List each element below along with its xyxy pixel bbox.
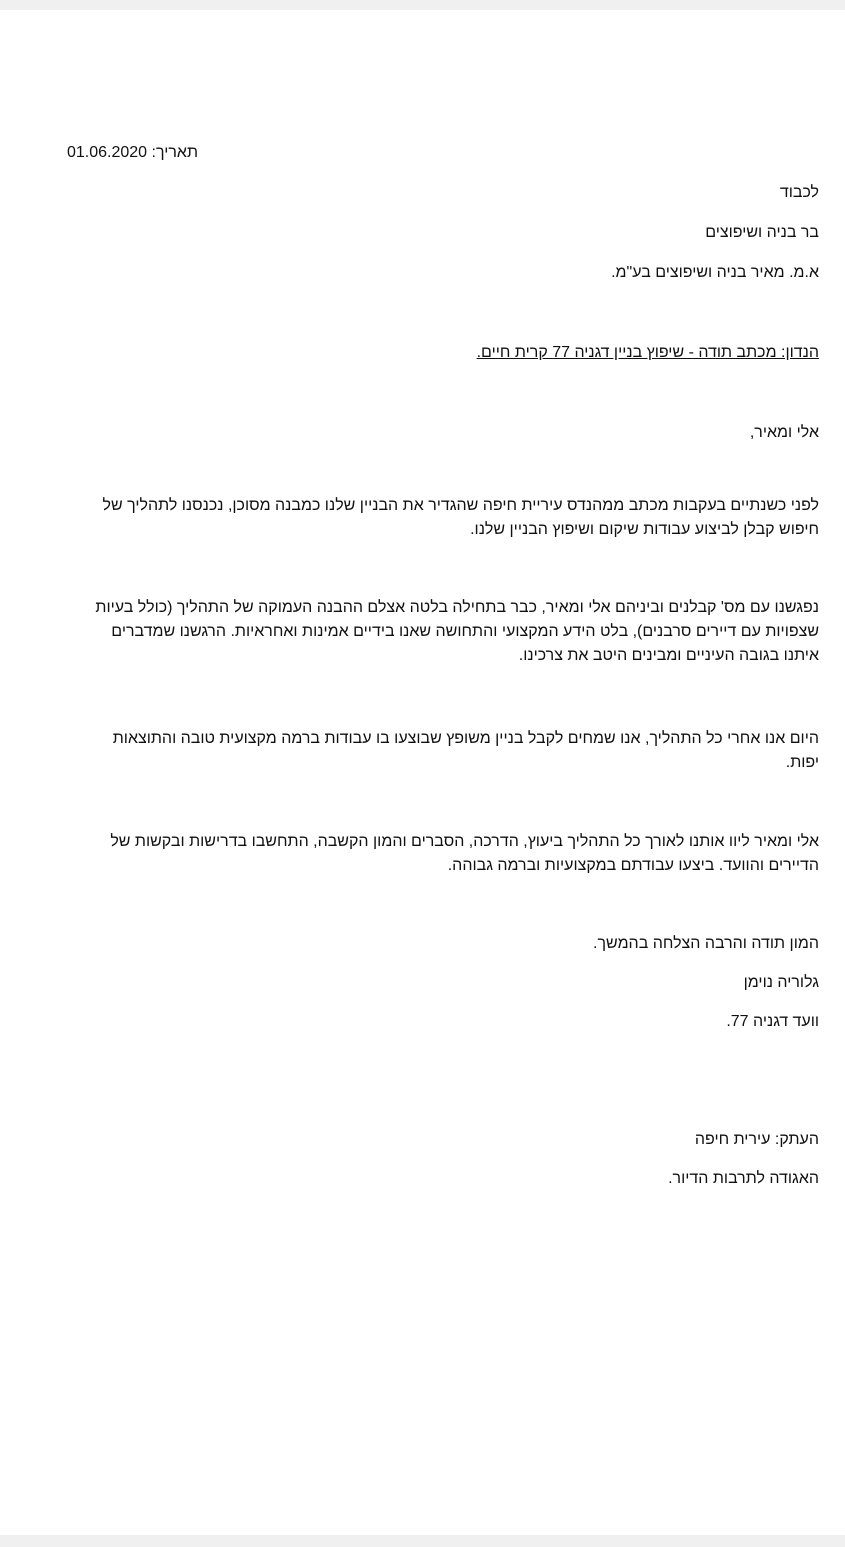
signer-name: גלוריה נוימן (743, 974, 819, 991)
date-label: תאריך: (151, 144, 199, 161)
signer-title: וועד דגניה 77. (726, 1013, 819, 1030)
paragraph-4: אלי ומאיר ליוו אותנו לאורך כל התהליך ביעוץ, הדרכה, הסברים והמון הקשבה, התחשבו בדרישות ובקשות של הדיירים והוועד. ביצעו עבודתם במקצועיות וברמה גבוהה. (110, 833, 819, 874)
letter-page (0, 10, 845, 1535)
date-value: 01.06.2020 (67, 144, 148, 161)
cc-line-2: האגודה לתרבות הדיור. (668, 1170, 819, 1187)
cc-line-1: העתק: עירית חיפה (694, 1131, 819, 1148)
recipient-to: לכבוד (779, 184, 819, 201)
date-line (67, 141, 198, 165)
subject-line: הנדון: מכתב תודה - שיפוץ בניין דגניה 77 קרית חיים. (476, 344, 819, 361)
paragraph-2: נפגשנו עם מס' קבלנים וביניהם אלי ומאיר, כבר בתחילה בלטה אצלם ההבנה העמוקה של התהליך (כולל בעיות שצפויות עם דיירים סרבנים), בלט הידע המקצועי והתחושה שאנו בידיים אמינות ואחראיות. הרגשנו שמדברים איתנו בגובה העיניים ומבינים היטב את צרכינו. (95, 599, 819, 664)
greeting: אלי ומאיר, (749, 424, 819, 441)
paragraph-3: היום אנו אחרי כל התהליך, אנו שמחים לקבל בניין משופץ שבוצעו בו עבודות ברמה מקצועית טובה והתוצאות יפות. (112, 730, 819, 771)
closing-line: המון תודה והרבה הצלחה בהמשך. (593, 935, 819, 952)
recipient-line-1: בר בניה ושיפוצים (705, 224, 819, 241)
recipient-line-2: א.מ. מאיר בניה ושיפוצים בע"מ. (611, 264, 819, 281)
paragraph-1: לפני כשנתיים בעקבות מכתב ממהנדס עיריית חיפה שהגדיר את הבניין שלנו כמבנה מסוכן, נכנסנו לתהליך של חיפוש קבלן לביצוע עבודות שיקום ושיפוץ הבניין שלנו. (102, 497, 819, 538)
